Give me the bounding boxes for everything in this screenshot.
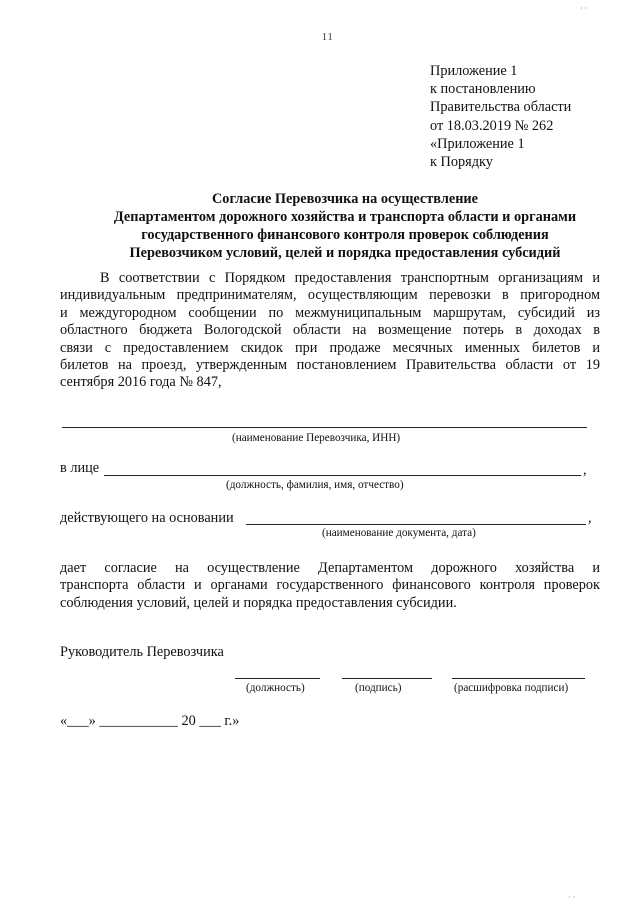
consent-line: соблюдения условий, целей и порядка предоставления субсидии. bbox=[60, 594, 457, 611]
appendix-line: Приложение 1 bbox=[430, 63, 518, 79]
carrier-name-caption: (наименование Перевозчика, ИНН) bbox=[232, 432, 401, 444]
document-caption: (наименование документа, дата) bbox=[322, 527, 476, 539]
consent-paragraph bbox=[60, 560, 600, 612]
intro-line: и междугородном сообщении по межмуниципальным маршрутам, субсидий из bbox=[60, 304, 600, 321]
date-line: «___» ___________ 20 ___ г.» bbox=[60, 713, 240, 729]
intro-line: сентября 2016 года № 847, bbox=[60, 374, 222, 391]
comma: , bbox=[583, 462, 587, 478]
decoding-line[interactable] bbox=[452, 678, 585, 679]
title-line: Перевозчиком условий, целей и порядка предоставления субсидий bbox=[129, 245, 561, 261]
scan-mark-top: · · bbox=[580, 4, 588, 13]
position-sign-caption: (должность) bbox=[246, 682, 305, 694]
appendix-line: к Порядку bbox=[430, 154, 493, 171]
appendix-line: Правительства области bbox=[430, 99, 572, 116]
consent-line: транспорта области и органами государственного финансового контроля проверок bbox=[60, 577, 600, 594]
appendix-header bbox=[430, 62, 571, 171]
comma: , bbox=[588, 510, 592, 526]
document-title bbox=[60, 190, 630, 262]
intro-line: областного бюджета Вологодской области на возмещение потерь в доходах в bbox=[60, 322, 600, 339]
intro-line: связи с предоставлением скидок при продаже месячных именных билетов и bbox=[60, 339, 600, 356]
signature-line[interactable] bbox=[342, 678, 432, 679]
appendix-line: к постановлению bbox=[430, 81, 536, 98]
title-line: Согласие Перевозчика на осуществление bbox=[211, 191, 479, 207]
acting-basis-line[interactable] bbox=[246, 524, 586, 525]
decoding-caption: (расшифровка подписи) bbox=[454, 682, 569, 694]
intro-paragraph bbox=[60, 270, 600, 392]
position-line[interactable] bbox=[235, 678, 320, 679]
intro-line: индивидуальным предпринимателям, осуществляющим перевозки в пригородном bbox=[60, 287, 600, 304]
position-caption: (должность, фамилия, имя, отчество) bbox=[226, 479, 404, 491]
represented-by-line[interactable] bbox=[104, 475, 581, 476]
intro-line: билетов на проезд, утвержденным постановлением Правительства области от 19 bbox=[60, 357, 600, 374]
head-label: Руководитель Перевозчика bbox=[60, 644, 224, 660]
title-line: Департаментом дорожного хозяйства и транспорта области и органами bbox=[113, 209, 577, 225]
appendix-line: «Приложение 1 bbox=[430, 135, 525, 152]
acting-basis-label: действующего на основании bbox=[60, 510, 234, 526]
title-line: государственного финансового контроля проверок соблюдения bbox=[141, 227, 549, 243]
scan-mark-bottom: · · bbox=[568, 893, 576, 902]
appendix-line: от 18.03.2019 № 262 bbox=[430, 117, 554, 134]
consent-line: дает согласие на осуществление Департаментом дорожного хозяйства и bbox=[60, 560, 600, 576]
intro-line: В соответствии с Порядком предоставления транспортным организациям и bbox=[100, 270, 600, 286]
carrier-name-line[interactable] bbox=[62, 427, 587, 428]
page-number: 11 bbox=[322, 32, 334, 43]
represented-by-label: в лице bbox=[60, 460, 100, 476]
signature-caption: (подпись) bbox=[355, 682, 402, 694]
